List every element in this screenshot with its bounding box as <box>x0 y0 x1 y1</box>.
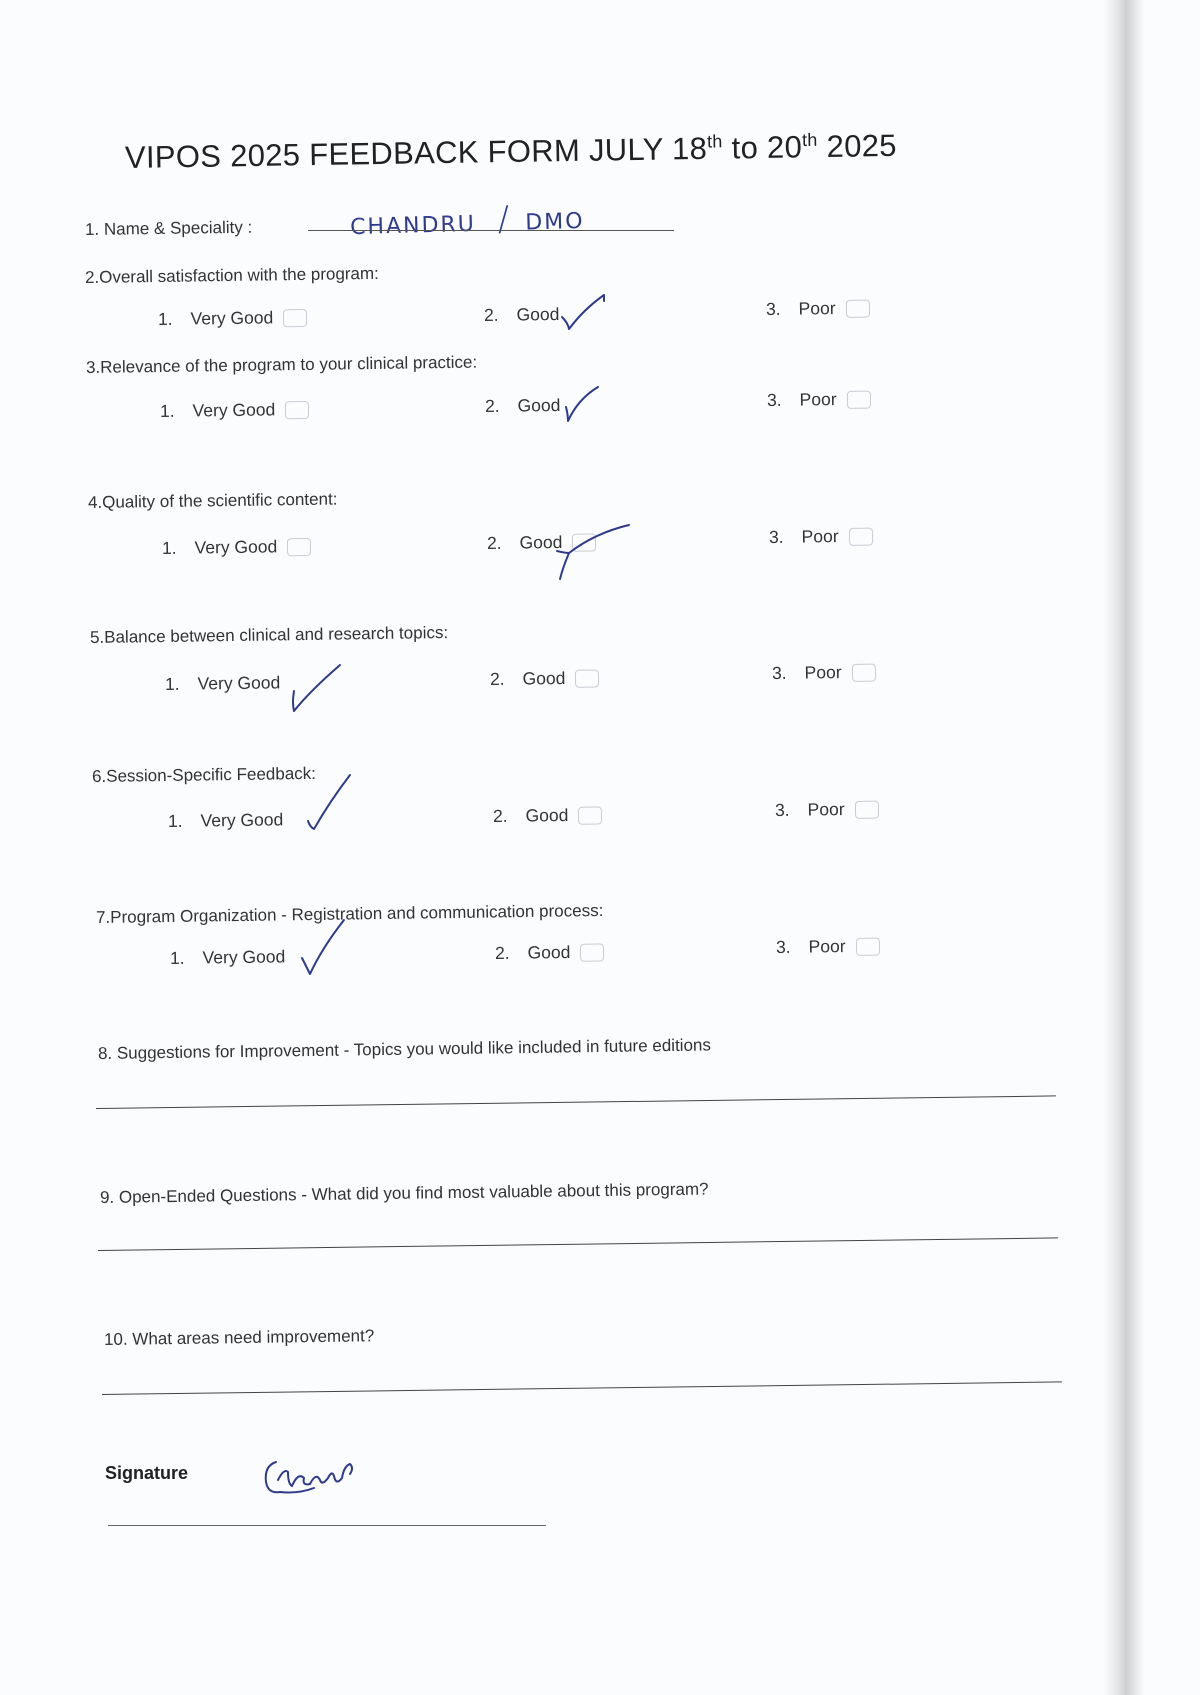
q3-option-poor[interactable]: 3. Poor <box>767 389 871 411</box>
question-3-label: 3.Relevance of the program to your clinical practice: <box>85 352 478 377</box>
q6-good-checkbox[interactable] <box>578 806 602 824</box>
form-title: VIPOS 2025 FEEDBACK FORM JULY 18th to 20th 2025 <box>124 127 898 175</box>
q4-option-good[interactable]: 2. Good <box>487 531 597 554</box>
q5-option-poor[interactable]: 3. Poor <box>772 662 876 684</box>
name-speciality-label: 1. Name & Speciality : <box>84 217 253 239</box>
q4-good-checkmark-icon <box>555 523 635 583</box>
question-6-label: 6.Session-Specific Feedback: <box>91 763 317 786</box>
q5-very-good-checkmark-icon <box>290 663 350 715</box>
q5-option-good[interactable]: 2. Good <box>490 667 600 690</box>
q7-option-very-good[interactable]: 1. Very Good <box>169 946 286 968</box>
q2-option-poor[interactable]: 3. Poor <box>766 298 870 320</box>
signature-line <box>108 1525 546 1526</box>
q7-good-checkbox[interactable] <box>580 943 604 961</box>
question-5-label: 5.Balance between clinical and research topics: <box>89 623 449 647</box>
question-8-answer-line[interactable] <box>96 1095 1056 1109</box>
q4-very-good-checkbox[interactable] <box>287 537 311 555</box>
question-9-answer-line[interactable] <box>98 1237 1058 1251</box>
q2-good-checkmark-icon <box>560 293 610 333</box>
q7-option-good[interactable]: 2. Good <box>495 941 605 964</box>
signature-label: Signature <box>105 1463 189 1483</box>
q6-very-good-checkmark-icon <box>306 773 366 835</box>
q4-option-very-good[interactable]: 1. Very Good <box>162 536 312 559</box>
question-10-answer-line[interactable] <box>102 1381 1062 1395</box>
question-4-label: 4.Quality of the scientific content: <box>87 489 338 512</box>
q5-option-very-good[interactable]: 1. Very Good <box>164 672 281 694</box>
q6-option-very-good[interactable]: 1. Very Good <box>167 809 284 831</box>
q2-poor-checkbox[interactable] <box>845 299 869 317</box>
q6-poor-checkbox[interactable] <box>854 800 878 818</box>
q7-option-poor[interactable]: 3. Poor <box>776 936 880 958</box>
question-8-label: 8. Suggestions for Improvement - Topics you would like included in future editions <box>97 1035 712 1063</box>
question-7-label: 7.Program Organization - Registration and communication process: <box>95 900 604 927</box>
q2-very-good-checkbox[interactable] <box>283 308 307 326</box>
q4-option-poor[interactable]: 3. Poor <box>769 526 873 548</box>
name-speciality-line <box>308 230 674 231</box>
q6-option-good[interactable]: 2. Good <box>493 804 603 827</box>
question-10-label: 10. What areas need improvement? <box>103 1326 375 1349</box>
name-speciality-value[interactable]: CHANDRU / DMO <box>349 198 585 241</box>
q2-option-good[interactable]: 2. Good <box>483 303 560 325</box>
q3-very-good-checkbox[interactable] <box>285 400 309 418</box>
q3-good-checkmark-icon <box>562 385 602 425</box>
q4-poor-checkbox[interactable] <box>848 527 872 545</box>
q5-poor-checkbox[interactable] <box>851 663 875 681</box>
q6-option-poor[interactable]: 3. Poor <box>775 799 879 821</box>
q7-poor-checkbox[interactable] <box>855 937 879 955</box>
q3-poor-checkbox[interactable] <box>846 390 870 408</box>
scanned-page-edge <box>1104 0 1144 1695</box>
q3-option-good[interactable]: 2. Good <box>484 394 561 416</box>
question-9-label: 9. Open-Ended Questions - What did you find most valuable about this program? <box>99 1179 709 1207</box>
q5-good-checkbox[interactable] <box>575 669 599 687</box>
q7-very-good-checkmark-icon <box>300 918 360 980</box>
handwritten-signature[interactable] <box>258 1452 368 1502</box>
q3-option-very-good[interactable]: 1. Very Good <box>160 399 310 422</box>
q2-option-very-good[interactable]: 1. Very Good <box>158 307 308 330</box>
question-2-label: 2.Overall satisfaction with the program: <box>84 263 379 287</box>
